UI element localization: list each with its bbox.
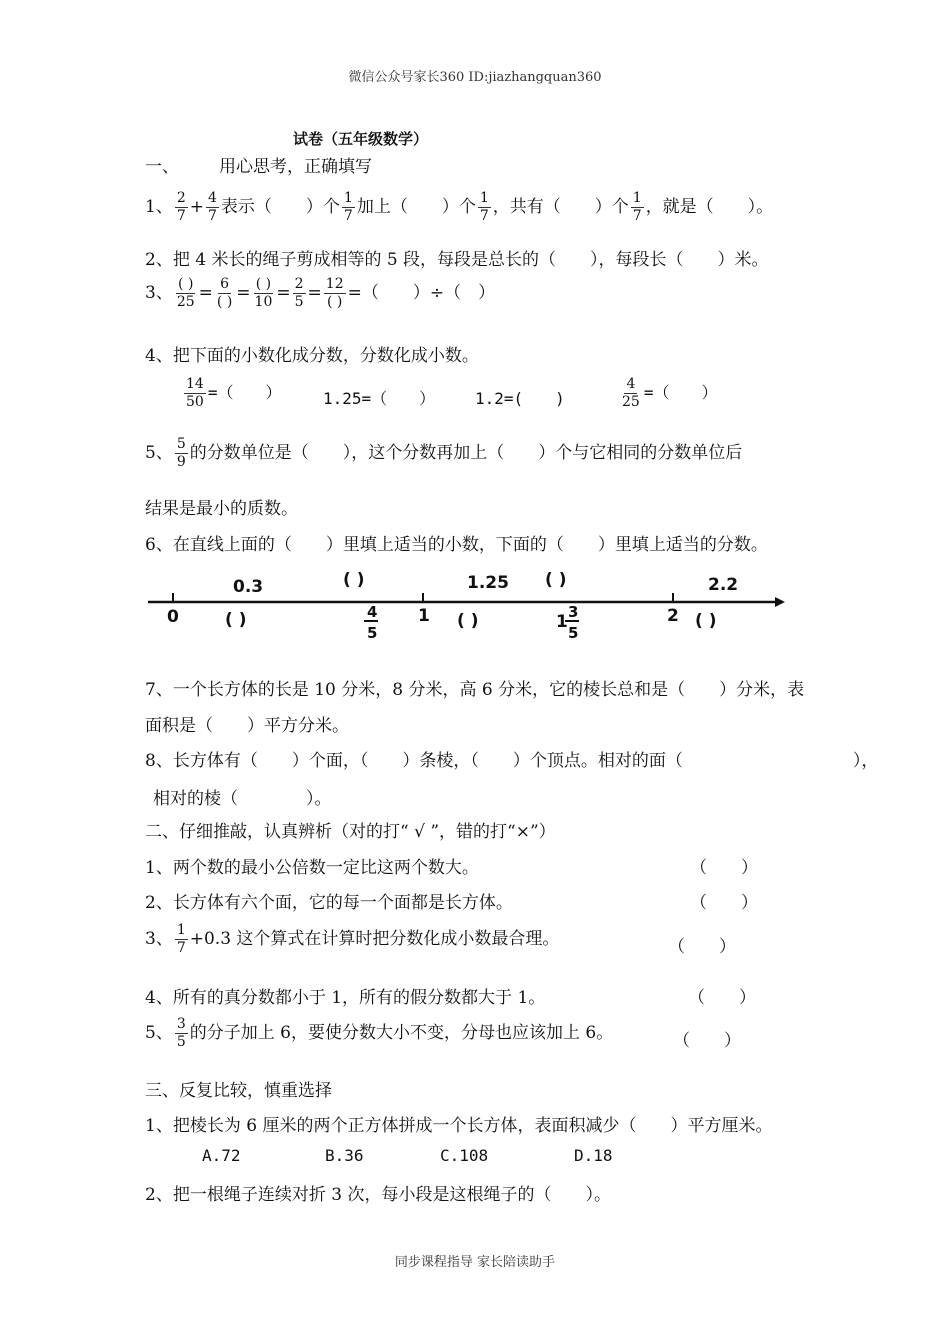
label-two: 2 bbox=[667, 606, 679, 626]
s1-q4-c: 1.2=( ) bbox=[475, 389, 565, 408]
fraction: $\frac{1}{7}$ bbox=[479, 190, 489, 224]
fraction: $\frac{1}{7}$ bbox=[632, 190, 642, 224]
label-top-b: ( ) bbox=[343, 570, 365, 590]
label-one: 1 bbox=[418, 606, 430, 626]
label-top-d: ( ) bbox=[545, 570, 567, 590]
s1-q5 bbox=[145, 436, 742, 471]
s1-q3: 3、 $\frac{( )}{25}$ = $\frac{6}{( )}$ = $\frac{( )}{10}$ = $\frac{2}{5}$ = $\frac{12}{( )}$ =（ ）÷（ ） bbox=[145, 276, 496, 310]
fraction: $\frac{1}{7}$ bbox=[176, 922, 186, 956]
s1-q8: 8、长方体有（ ）个面，（ ）条棱，（ ）个顶点。相对的面（ ）， bbox=[145, 751, 879, 771]
q-text: 的分数单位是（ ），这个分数再加上（ ）个与它相同的分数单位后 bbox=[189, 443, 743, 463]
option-c: C.108 bbox=[440, 1146, 489, 1165]
s1-q1 bbox=[145, 190, 773, 225]
label-top-e: 2.2 bbox=[708, 575, 739, 595]
q-text: 的分子加上 6，要使分数大小不变，分母也应该加上 6。 bbox=[189, 1023, 614, 1043]
fraction: $\frac{6}{( )}$ bbox=[216, 276, 233, 310]
label-bot-b-num: 4 bbox=[367, 603, 378, 621]
label-top-c: 1.25 bbox=[467, 573, 509, 593]
s2-q3 bbox=[145, 922, 559, 957]
s3-q2: 2、把一根绳子连续对折 3 次，每小段是这根绳子的（ ）。 bbox=[145, 1185, 611, 1205]
arrow-head bbox=[775, 597, 785, 607]
q-number: 5、 bbox=[145, 443, 173, 463]
option-a: A.72 bbox=[202, 1146, 241, 1165]
fraction: $\frac{5}{9}$ bbox=[176, 436, 186, 470]
fraction: $\frac{3}{5}$ bbox=[176, 1016, 186, 1050]
s2-q1: 1、两个数的最小公倍数一定比这两个数大。 bbox=[145, 858, 479, 878]
s2-q2-answer: （ ） bbox=[690, 893, 758, 913]
s3-q1: 1、把棱长为 6 厘米的两个正方体拼成一个长方体，表面积减少（ ）平方厘米。 bbox=[145, 1116, 773, 1136]
s1-q7: 7、一个长方体的长是 10 分米，8 分米，高 6 分米，它的棱长总和是（ ）分米，表 bbox=[145, 680, 805, 700]
q-number: 1、 bbox=[145, 197, 173, 217]
fraction: $\frac{12}{( )}$ bbox=[325, 276, 344, 310]
s1-q2: 2、把 4 米长的绳子剪成相等的 5 段，每段是总长的（ ），每段长（ ）米。 bbox=[145, 250, 769, 270]
label-bot-d-den: 5 bbox=[568, 624, 579, 642]
number-line-figure bbox=[145, 566, 790, 646]
q-number: 3、 bbox=[145, 929, 173, 949]
fraction: $\frac{14}{50}$ bbox=[186, 376, 204, 410]
label-bot-a: ( ) bbox=[225, 610, 247, 630]
page-title: 试卷（五年级数学） bbox=[293, 130, 429, 148]
q-number: 3、 bbox=[145, 283, 173, 303]
page-header: 微信公众号家长360 ID:jiazhangquan360 bbox=[348, 70, 602, 85]
fraction: $\frac{4}{25}$ bbox=[622, 376, 640, 410]
fraction: $\frac{( )}{25}$ bbox=[176, 276, 195, 310]
s2-q4-answer: （ ） bbox=[688, 988, 756, 1008]
s2-q5-answer: （ ） bbox=[673, 1031, 741, 1051]
fraction: $\frac{2}{7}$ bbox=[176, 190, 186, 224]
label-bot-d-whole: 1 bbox=[556, 612, 568, 632]
s1-q4-a: $\frac{14}{50}$ =（ ） bbox=[186, 376, 282, 410]
s2-q3-answer: （ ） bbox=[668, 937, 736, 957]
option-b: B.36 bbox=[325, 1146, 364, 1165]
page-footer: 同步课程指导 家长陪读助手 bbox=[394, 1255, 556, 1270]
section1-heading bbox=[145, 152, 372, 177]
label-bot-e: ( ) bbox=[695, 611, 717, 631]
fraction: $\frac{2}{5}$ bbox=[294, 276, 304, 310]
section2-heading: 二、仔细推敲，认真辨析（对的打“ √ ”，错的打“×”） bbox=[145, 822, 556, 842]
s1-q4-d: $\frac{4}{25}$ =（ ） bbox=[622, 376, 718, 410]
q-text: +0.3 这个算式在计算时把分数化成小数最合理。 bbox=[189, 929, 560, 949]
s1-q4: 4、把下面的小数化成分数，分数化成小数。 bbox=[145, 346, 479, 366]
section1-number: 一、 bbox=[145, 157, 179, 177]
q-text: =（ ）÷（ ） bbox=[347, 283, 496, 303]
fraction: $\frac{( )}{10}$ bbox=[254, 276, 273, 310]
s1-q8-cont: 相对的棱（ ）。 bbox=[153, 789, 332, 809]
label-bot-b-den: 5 bbox=[367, 624, 378, 642]
s2-q5 bbox=[145, 1016, 613, 1051]
s1-q7-cont: 面积是（ ）平方分米。 bbox=[145, 716, 349, 736]
option-d: D.18 bbox=[574, 1146, 613, 1165]
s2-q4: 4、所有的真分数都小于 1，所有的假分数都大于 1。 bbox=[145, 988, 546, 1008]
q-text: 表示（ ）个 bbox=[220, 197, 340, 217]
label-bot-d-num: 3 bbox=[568, 603, 579, 621]
label-bot-c: ( ) bbox=[457, 611, 479, 631]
label-zero: 0 bbox=[167, 607, 179, 627]
section1-title: 用心思考，正确填写 bbox=[219, 157, 372, 177]
fraction: $\frac{1}{7}$ bbox=[343, 190, 353, 224]
section3-heading: 三、反复比较，慎重选择 bbox=[145, 1081, 332, 1101]
s1-q5-cont: 结果是最小的质数。 bbox=[145, 499, 298, 519]
q-text: ，共有（ ）个 bbox=[492, 197, 629, 217]
q-text: 加上（ ）个 bbox=[356, 197, 476, 217]
s1-q6: 6、在直线上面的（ ）里填上适当的小数，下面的（ ）里填上适当的分数。 bbox=[145, 535, 768, 555]
q-text: ，就是（ ）。 bbox=[645, 197, 774, 217]
s2-q1-answer: （ ） bbox=[690, 858, 758, 878]
label-top-a: 0.3 bbox=[233, 577, 264, 597]
q-number: 5、 bbox=[145, 1023, 173, 1043]
s2-q2: 2、长方体有六个面，它的每一个面都是长方体。 bbox=[145, 893, 513, 913]
plus-sign: + bbox=[189, 197, 204, 217]
fraction: $\frac{4}{7}$ bbox=[208, 190, 217, 224]
s1-q4-b: 1.25=（ ） bbox=[323, 389, 436, 408]
